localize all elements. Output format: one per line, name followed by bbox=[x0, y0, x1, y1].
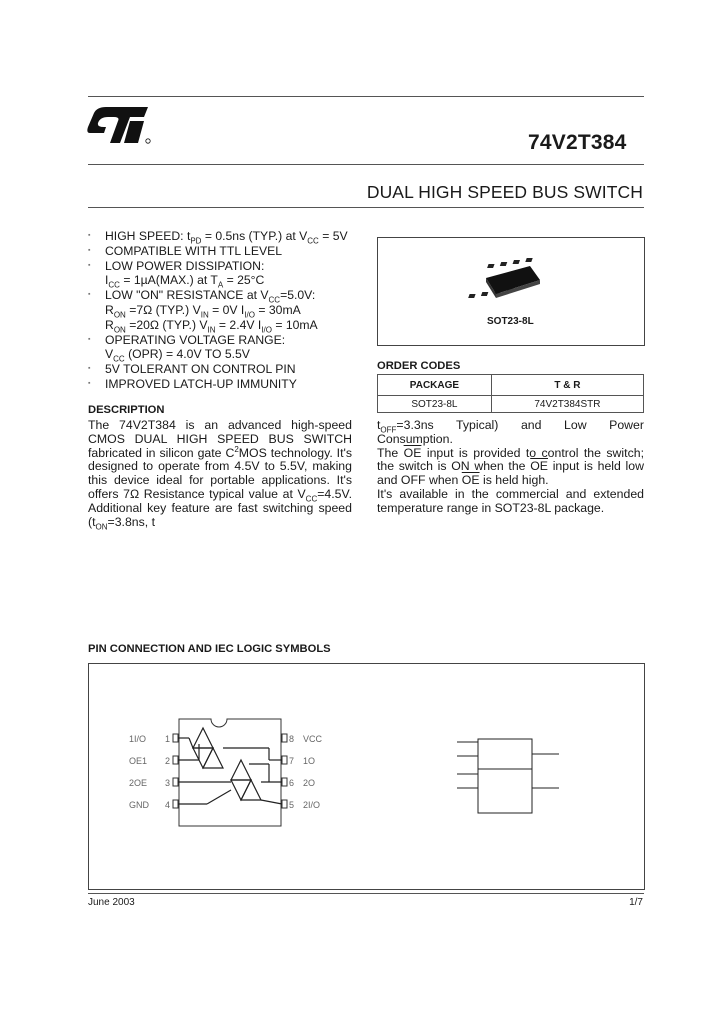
package-label: SOT23-8L bbox=[487, 316, 534, 327]
product-title: DUAL HIGH SPEED BUS SWITCH bbox=[366, 182, 643, 202]
svg-text:3: 3 bbox=[165, 778, 171, 788]
list-item: ▪ LOW POWER DISSIPATION: $I_{CC} = 1\mu A(MAX.)$ at $T_A = 25^\circ C$ bbox=[88, 259, 360, 289]
footer-rule bbox=[88, 893, 644, 894]
pin-label-2io: 2I/O bbox=[303, 800, 321, 810]
top-rule bbox=[88, 96, 644, 97]
list-item: ▪ 5V TOLERANT ON CONTROL PIN bbox=[88, 362, 360, 377]
footer-date: June 2003 bbox=[88, 897, 135, 908]
pin-label-1o: 1O bbox=[303, 756, 316, 766]
footer-page-number: 1/7 bbox=[629, 897, 643, 908]
description-paragraph-1-cont: $t_{OFF}=3.3ns$ Typical) and Low Power Consumption. bbox=[377, 418, 644, 446]
title-rule bbox=[88, 164, 644, 165]
sot23-chip-icon bbox=[482, 260, 546, 304]
description-paragraph-1: The 74V2T384 is an advanced high-speed CMOS DUAL HIGH SPEED BUS SWITCH fabricated in silicon gate $C^2MOS$ technology. It's designed to operate from 4.5V to 5.5V, making this device ideal for portable applications. It's offers 7Ω Resistance typical value at $V_{CC}=4.5V$. Additional key feature are fast switching speed ($t_{ON}=3.8ns$, t bbox=[88, 418, 353, 532]
section-rule bbox=[88, 207, 644, 208]
svg-text:4: 4 bbox=[165, 800, 171, 810]
list-item: ▪ LOW "ON" RESISTANCE at $V_{CC}=5.0V$: $R_{ON} =7\Omega$ (TYP.) $V_{IN} = 0V$ $I_{I/O} = 30mA$ $R_{ON} =20\Omega$ (TYP.) $V_{IN} = 2.4V$ $I_{I/O} = 10mA$ bbox=[88, 288, 360, 332]
svg-text:6: 6 bbox=[289, 778, 295, 788]
pin-section-heading: PIN CONNECTION AND IEC LOGIC SYMBOLS bbox=[88, 643, 331, 655]
order-codes-heading: ORDER CODES bbox=[377, 360, 461, 372]
table-cell: SOT23-8L bbox=[378, 396, 492, 413]
order-codes-table bbox=[377, 374, 644, 413]
column-header-package: PACKAGE bbox=[378, 375, 492, 396]
table-cell: 74V2T384STR bbox=[491, 396, 643, 413]
svg-text:8: 8 bbox=[289, 734, 295, 744]
svg-text:7: 7 bbox=[289, 756, 295, 766]
part-number: 74V2T384 bbox=[528, 131, 627, 154]
list-item: ▪ IMPROVED LATCH-UP IMMUNITY bbox=[88, 377, 360, 392]
column-header-tr: T & R bbox=[491, 375, 643, 396]
pin-label-gnd: GND bbox=[129, 800, 149, 810]
description-col2 bbox=[377, 419, 644, 516]
pin-connection-diagram bbox=[89, 664, 644, 889]
pin-label-vcc: VCC bbox=[303, 734, 323, 744]
description-paragraph-3: It's available in the commercial and extended temperature range in SOT23-8L package. bbox=[377, 486, 644, 515]
list-item: ▪ HIGH SPEED: $t_{PD} = 0.5ns$ (TYP.) at $V_{CC} = 5V$ bbox=[88, 229, 360, 244]
pin-diagram-box bbox=[88, 663, 645, 890]
table-header-row bbox=[378, 375, 644, 396]
pin-label-1io: 1I/O bbox=[129, 734, 147, 744]
pin-label-2o: 2O bbox=[303, 778, 316, 788]
feature-list bbox=[88, 229, 360, 392]
table-row bbox=[378, 396, 644, 413]
list-item: ▪ OPERATING VOLTAGE RANGE: $V_{CC}$ (OPR) = 4.0V TO 5.5V bbox=[88, 333, 360, 363]
svg-text:2: 2 bbox=[165, 756, 171, 766]
pin-label-oe1: OE1 bbox=[129, 756, 148, 766]
svg-text:5: 5 bbox=[289, 800, 295, 810]
description-heading: DESCRIPTION bbox=[88, 404, 165, 416]
package-image-box bbox=[377, 237, 645, 346]
list-item: ▪ COMPATIBLE WITH TTL LEVEL bbox=[88, 244, 360, 259]
svg-text:1: 1 bbox=[165, 734, 171, 744]
description-paragraph-2: The $\overline{OE}$ input is provided to control the switch; the switch is ON when the $\overline{OE}$ input is held low and OFF when $\overline{OE}$ is held high. bbox=[377, 445, 644, 488]
pin-label-2oe: 2OE bbox=[129, 778, 148, 788]
description-col1 bbox=[88, 418, 353, 532]
st-logo bbox=[86, 103, 156, 149]
